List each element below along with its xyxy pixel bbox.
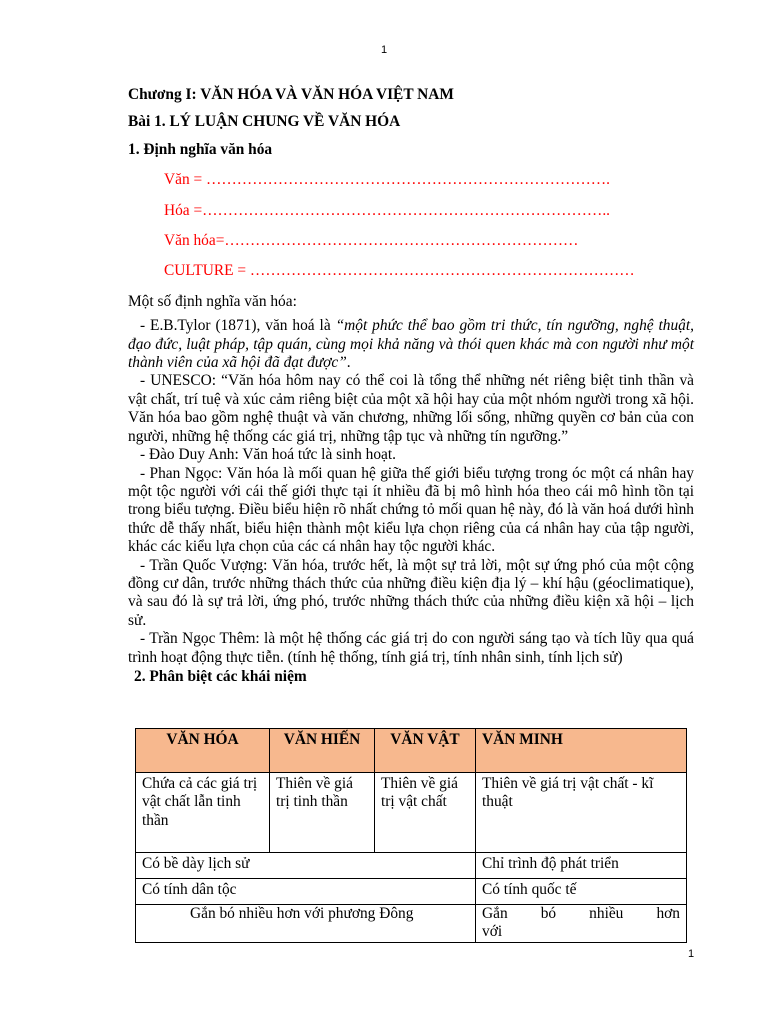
section-title-definition: 1. Định nghĩa văn hóa <box>128 140 273 158</box>
definition-phan-ngoc: - Phan Ngọc: Văn hóa là mối quan hệ giữa thế giới biểu tượng trong óc một cá nhân hay một tộc người với cái thế giới thực tại ít nhiều đã bị mô hình hóa theo cái mô hình tồn tại trong biểu tượng. Điều biểu hiện rõ nhất chứng tỏ mối quan hệ này, đó là văn hoá dưới hình thức dễ thấy nhất, biểu hiện thành một kiểu lựa chọn riêng của cá nhân hay của tập người, khác các kiểu lựa chọn của các cá nhân hay tộc người khác. <box>128 464 694 556</box>
lesson-title: Bài 1. LÝ LUẬN CHUNG VỀ VĂN HÓA <box>128 113 401 131</box>
table-row <box>136 905 687 943</box>
definition-tylor-quote: “một phức thể bao gồm tri thức, tín ngưỡng, nghệ thuật, đạo đức, luật pháp, tập quán, cùng mọi khả năng và thói quen khác mà con người như một thành viên của xã hội đã đạt được” <box>128 317 695 372</box>
table-row <box>136 879 687 905</box>
table-row <box>136 853 687 879</box>
cell-west: Gắn bó nhiều hơn với <box>476 905 687 943</box>
section-title-distinguish: 2. Phân biệt các khái niệm <box>134 667 307 685</box>
cell-van-hoa-values: Chứa cả các giá trị vật chất lẫn tinh thần <box>136 773 270 853</box>
blank-culture: CULTURE = ………………………………………………………………… <box>164 262 635 280</box>
cell-national: Có tính dân tộc <box>136 879 476 905</box>
definition-tylor <box>128 317 694 372</box>
header-van-hoa: VĂN HÓA <box>136 729 270 773</box>
page-number-bottom: 1 <box>688 948 695 960</box>
blank-van: Văn = ……………………………………………………………………. <box>164 171 611 189</box>
cell-east: Gắn bó nhiều hơn với phương Đông <box>136 905 476 943</box>
page-number-top: 1 <box>380 44 388 56</box>
cell-van-hien-values: Thiên về giá trị tinh thần <box>270 773 375 853</box>
cell-history: Có bề dày lịch sử <box>136 853 476 879</box>
blank-hoa: Hóa =…………………………………………………………………….. <box>164 201 611 219</box>
definition-unesco: - UNESCO: “Văn hóa hôm nay có thể coi là tổng thể những nét riêng biệt tinh thần và vật chất, trí tuệ và xúc cảm riêng biệt của một xã hội hay của một nhóm người trong xã hội. Văn hóa bao gồm nghệ thuật và văn chương, những lối sống, những quyền cơ bản của con người, những hệ thống các giá trị, những tập tục và những tín ngưỡng.” <box>128 372 694 445</box>
header-van-minh: VĂN MINH <box>476 729 687 773</box>
cell-development: Chỉ trình độ phát triển <box>476 853 687 879</box>
cell-van-minh-values: Thiên về giá trị vật chất - kĩ thuật <box>476 773 687 853</box>
document-body <box>128 86 694 686</box>
definition-dao-duy-anh: - Đào Duy Anh: Văn hoá tức là sinh hoạt. <box>140 446 396 464</box>
definitions-intro: Một số định nghĩa văn hóa: <box>128 292 297 310</box>
table-row <box>136 773 687 853</box>
header-van-vat: VĂN VẬT <box>375 729 476 773</box>
blank-van-hoa: Văn hóa=…………………………………………………………… <box>164 232 579 250</box>
definition-tran-quoc-vuong: - Trần Quốc Vượng: Văn hóa, trước hết, là một sự trả lời, một sự ứng phó của một cộng đồng cư dân, trước những thách thức của những điều kiện địa lý – khí hậu (géoclimatique), và sau đó là sự trả lời, ứng phó, trước những thách thức của những điều kiện xã hội – lịch sử. <box>128 556 694 629</box>
definition-tylor-prefix: - E.B.Tylor (1871), văn hoá là <box>140 317 336 335</box>
concept-comparison-table <box>135 728 687 943</box>
definition-tylor-suffix: . <box>346 354 351 372</box>
table-header-row <box>136 729 687 773</box>
definition-tran-ngoc-them: - Trần Ngọc Thêm: là một hệ thống các giá trị do con người sáng tạo và tích lũy qua quá trình hoạt động thực tiễn. (tính hệ thống, tính giá trị, tính nhân sinh, tính lịch sử) <box>128 630 694 666</box>
cell-van-vat-values: Thiên về giá trị vật chất <box>375 773 476 853</box>
cell-international: Có tính quốc tế <box>476 879 687 905</box>
header-van-hien: VĂN HIẾN <box>270 729 375 773</box>
chapter-title: Chương I: VĂN HÓA VÀ VĂN HÓA VIỆT NAM <box>128 86 454 103</box>
